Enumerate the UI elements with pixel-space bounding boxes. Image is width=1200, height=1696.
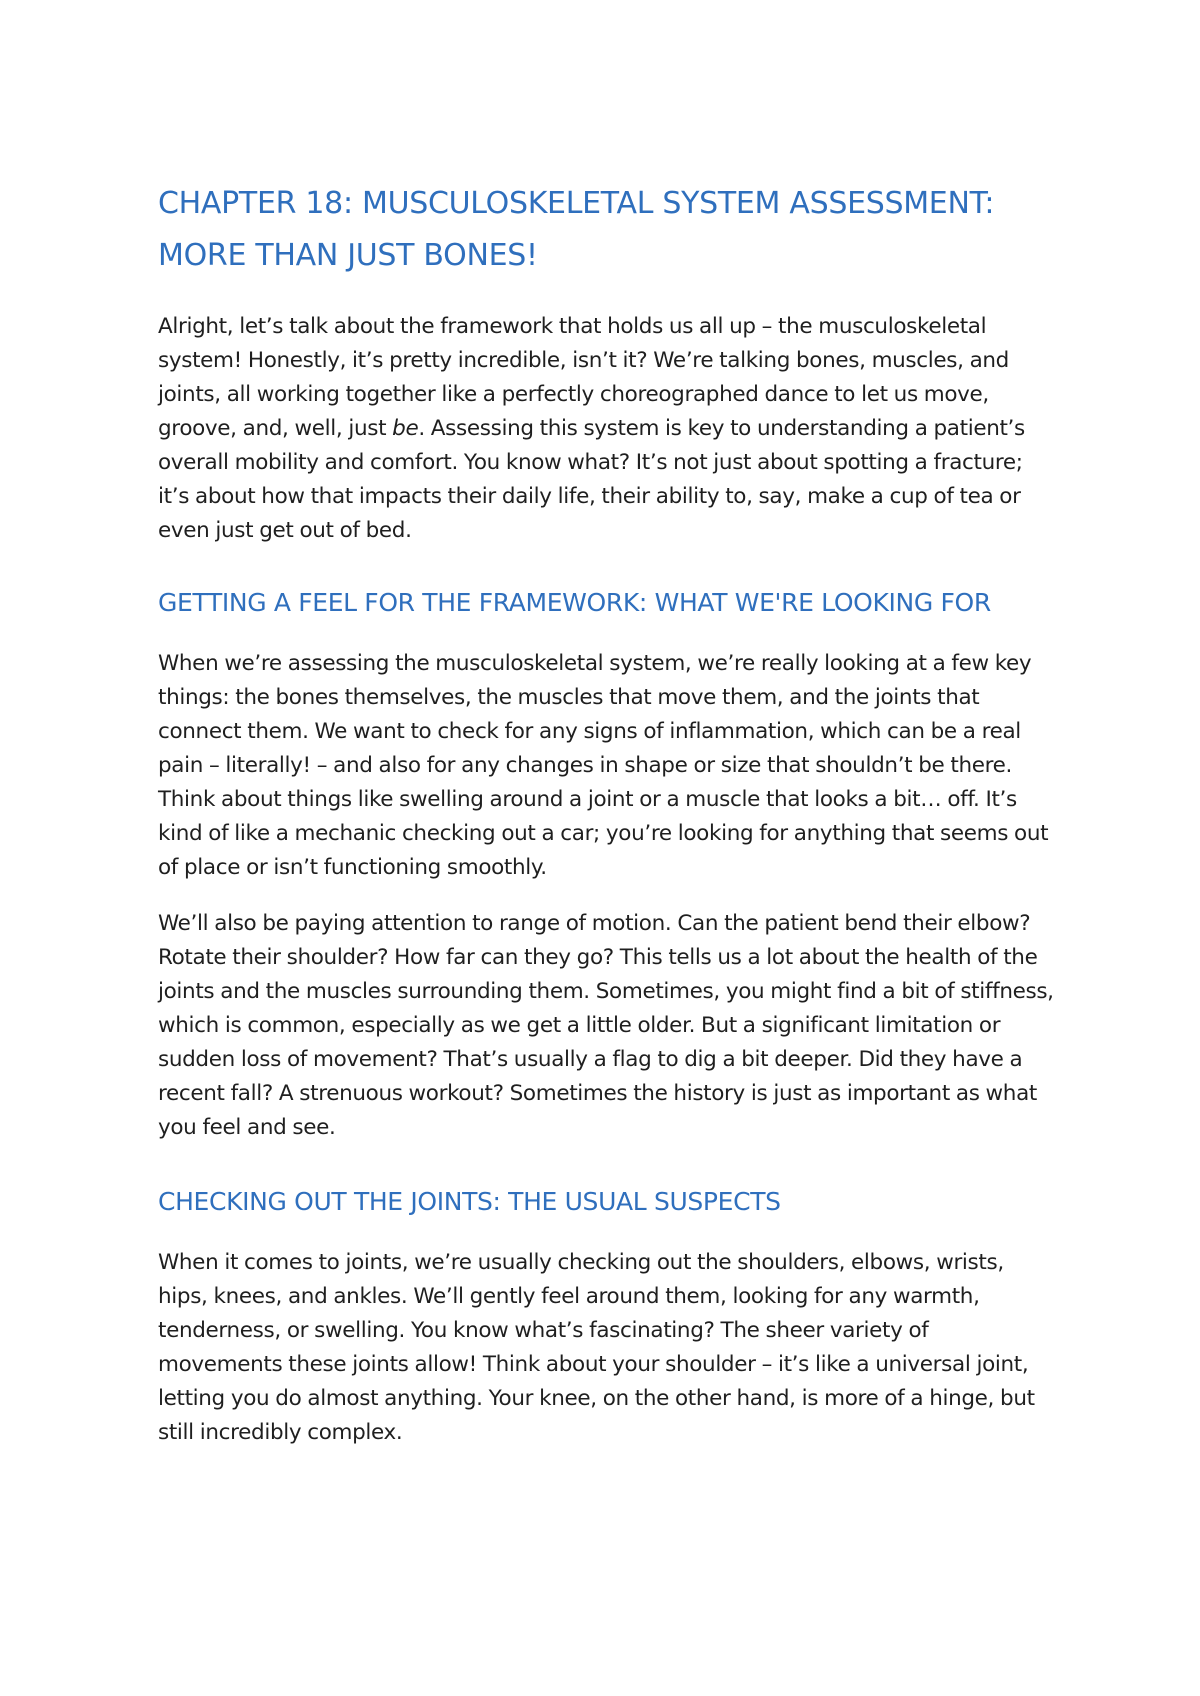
intro-text-start: Alright, let’s talk about the framework that holds us all up – the musculoskeletal system! Honestly, it’s pretty incredible, isn’t it? We’re talking bones, muscles, and joints, all working together like a perfectly choreographed dance to let us move, groove, and, well, just [158, 314, 1009, 441]
section-paragraph: When we’re assessing the musculoskeletal system, we’re really looking at a few key things: the bones themselves, the muscles that move them, and the joints that connect them. We want to check for any signs of inflammation, which can be a real pain – literally! – and also for any changes in shape or size that shouldn’t be there. Think about things like swelling around a joint or a muscle that looks a bit… off. It’s kind of like a mechanic checking out a car; you’re looking for anything that seems out of place or isn’t functioning smoothly. [158, 651, 1049, 880]
intro-text-end: . Assessing this system is key to understanding a patient’s overall mobility and comfort. You know what? It’s not just about spotting a fracture; it’s about how that impacts their daily life, their ability to, say, make a cup of tea or even just get out of bed. [158, 416, 1025, 543]
section-paragraph: When it comes to joints, we’re usually checking out the shoulders, elbows, wrists, hips, knees, and ankles. We’ll gently feel around them, looking for any warmth, tenderness, or swelling. You know what’s fascinating? The sheer variety of movements these joints allow! Think about your shoulder – it’s like a universal joint, letting you do almost anything. Your knee, on the other hand, is more of a hinge, but still incredibly complex. [158, 1250, 1035, 1445]
section-heading-joints: CHECKING OUT THE JOINTS: THE USUAL SUSPECTS [158, 1187, 781, 1216]
chapter-title: CHAPTER 18: MUSCULOSKELETAL SYSTEM ASSESSMENT: MORE THAN JUST BONES! [158, 186, 995, 273]
intro-paragraph [158, 310, 1058, 548]
section-heading-framework: GETTING A FEEL FOR THE FRAMEWORK: WHAT WE'RE LOOKING FOR [158, 588, 991, 617]
document-page [158, 178, 1058, 1472]
section-paragraph: We’ll also be paying attention to range of motion. Can the patient bend their elbow? Rotate their shoulder? How far can they go? This tells us a lot about the health of the joints and the muscles surrounding them. Sometimes, you might find a bit of stiffness, which is common, especially as we get a little older. But a significant limitation or sudden loss of movement? That’s usually a flag to dig a bit deeper. Did they have a recent fall? A strenuous workout? Sometimes the history is just as important as what you feel and see. [158, 911, 1054, 1140]
intro-emphasis: be [392, 416, 419, 441]
